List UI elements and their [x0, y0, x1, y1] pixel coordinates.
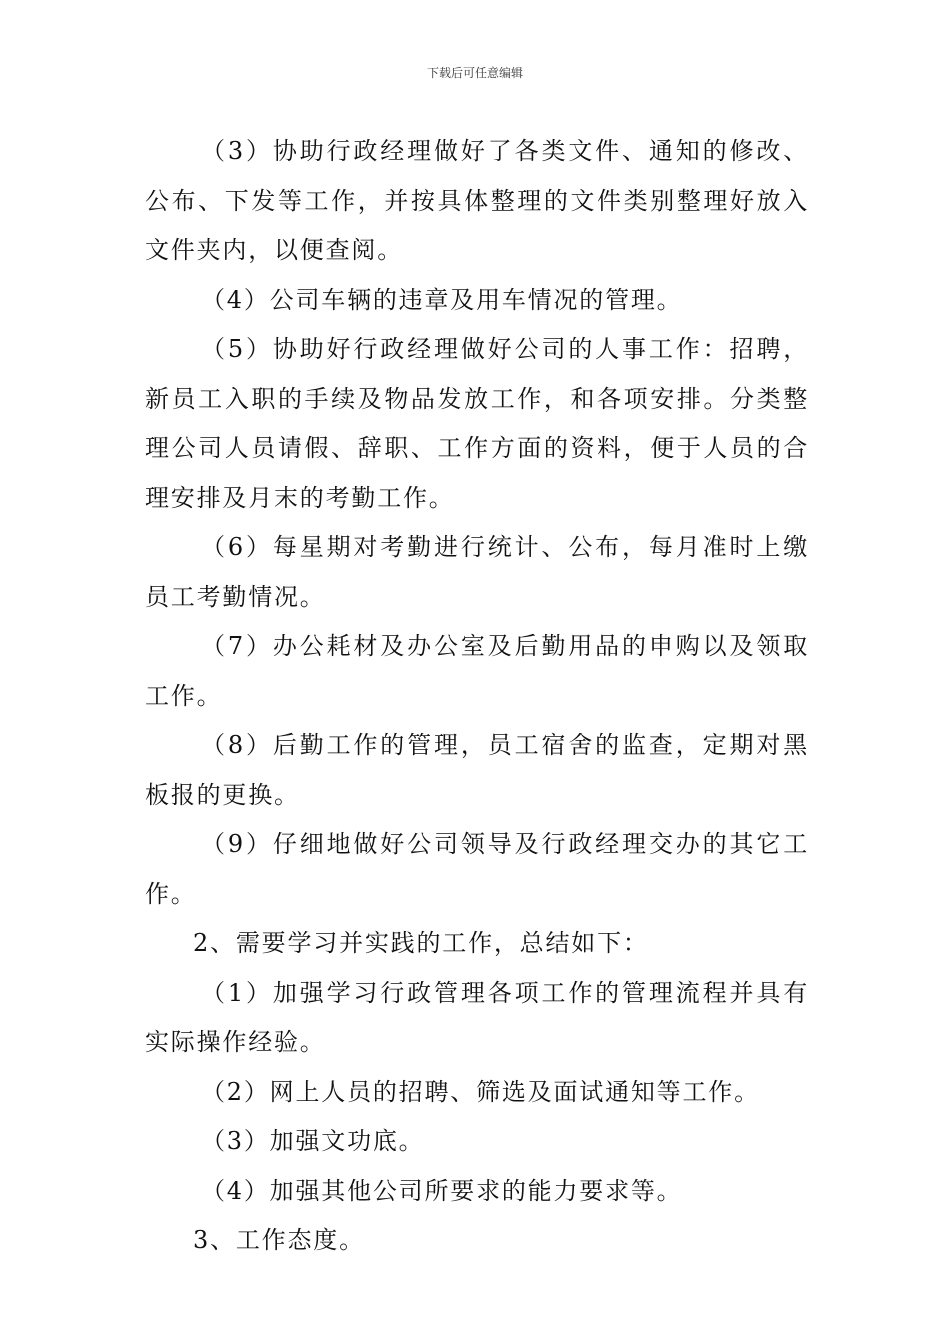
- section-heading-3: 3、工作态度。: [193, 1226, 365, 1254]
- paragraph-item-9-other-tasks: （9）仔细地做好公司领导及行政经理交办的其它工作。: [145, 830, 809, 908]
- paragraph-learn-4-abilities: （4）加强其他公司所要求的能力要求等。: [201, 1176, 683, 1205]
- paragraph-item-7-office-supplies: （7）办公耗材及办公室及后勤用品的申购以及领取工作。: [145, 632, 809, 710]
- paragraph-item-8-logistics: （8）后勤工作的管理，员工宿舍的监查，定期对黑板报的更换。: [145, 731, 809, 809]
- paragraph-item-6-attendance: （6）每星期对考勤进行统计、公布，每月准时上缴员工考勤情况。: [145, 533, 809, 611]
- document-body: [145, 127, 809, 1266]
- paragraph-item-5-personnel-work: （5）协助好行政经理做好公司的人事工作：招聘，新员工入职的手续及物品发放工作，和各项安排。分类整理公司人员请假、辞职、工作方面的资料，便于人员的合理安排及月末的考勤工作。: [145, 335, 809, 512]
- paragraph-item-3-file-handling: （3）协助行政经理做好了各类文件、通知的修改、公布、下发等工作，并按具体整理的文件类别整理好放入文件夹内，以便查阅。: [145, 137, 809, 264]
- paragraph-item-4-vehicle-management: （4）公司车辆的违章及用车情况的管理。: [201, 285, 683, 314]
- paragraph-learn-3-writing: （3）加强文功底。: [201, 1127, 425, 1155]
- page-header-note: 下载后可任意编辑: [426, 66, 523, 80]
- paragraph-learn-2-recruiting: （2）网上人员的招聘、筛选及面试通知等工作。: [201, 1077, 760, 1106]
- paragraph-learn-1-process: （1）加强学习行政管理各项工作的管理流程并具有实际操作经验。: [145, 978, 809, 1056]
- section-heading-2: 2、需要学习并实践的工作，总结如下：: [193, 929, 649, 957]
